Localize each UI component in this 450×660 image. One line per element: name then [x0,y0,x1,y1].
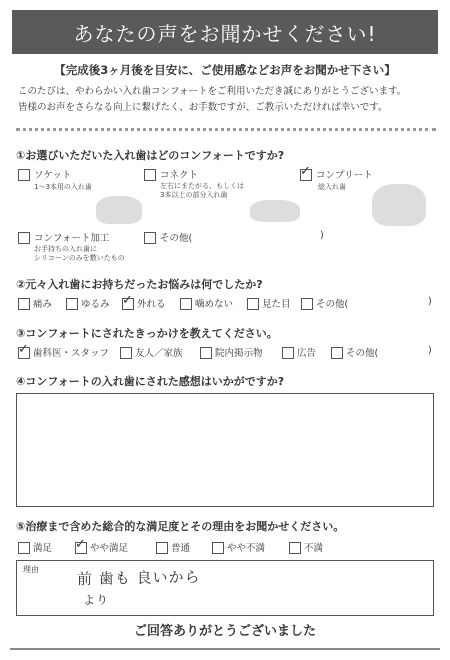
q3-other-label: その他( [346,348,379,359]
q1-title: ①お選びいただいた入れ歯はどのコンフォートですか? [16,149,285,162]
q4-title: ④コンフォートの入れ歯にされた感想はいかがですか? [16,375,285,388]
dotted-divider [16,128,436,131]
connect-denture-illustration [250,200,300,222]
intro-text [18,84,438,116]
q1-other-checkbox[interactable] [144,232,156,244]
q3-other-close: ) [428,345,432,356]
q2-pain-checkbox[interactable] [18,298,30,310]
q3-friend-family-checkbox[interactable] [120,347,132,359]
q3-other-checkbox[interactable] [331,347,343,359]
q5-satisfied-checkbox[interactable] [18,542,30,554]
q1-other-close: ) [320,230,324,241]
intro-line-1: このたびは、やわらかい入れ歯コンフォートをご利用いただき誠にありがとうございます。 [18,86,407,97]
q2-cant-chew-label: 噛めない [195,299,234,310]
q1-socket-note: 1～3本用の入れ歯 [34,183,92,191]
q2-other-label: その他( [316,299,349,310]
q2-loose-label: ゆるみ [81,299,110,310]
q3-clinic-poster-label: 院内掲示物 [215,348,263,359]
q1-connect-note-2: 3本以上の部分入れ歯 [160,191,228,199]
q1-processing-note-2: シリコーンのみを敷いたもの [34,254,125,262]
q5-somewhat-satisfied-label: やや満足 [90,543,129,554]
q3-clinic-poster-checkbox[interactable] [200,347,212,359]
q1-connect-note-1: 左右にまたがる、もしくは [160,182,244,190]
q5-reason-handwriting-2: より [82,592,110,608]
q3-title: ③コンフォートにされたきっかけを教えてください。 [16,327,278,340]
q5-dissatisfied-label: 不満 [304,543,324,554]
q5-satisfied-label: 満足 [33,543,53,554]
thank-you-message: ご回答ありがとうございました [133,624,316,639]
header-banner [12,10,438,54]
q2-appearance-checkbox[interactable] [247,298,259,310]
q5-neutral-checkbox[interactable] [156,542,168,554]
q5-neutral-label: 普通 [171,543,191,554]
q1-complete-note: 総入れ歯 [318,183,346,191]
q3-friend-family-label: 友人／家族 [135,348,183,359]
header-title: あなたの声をお聞かせください! [73,21,377,46]
q1-connect-label: コネクト [160,170,199,181]
socket-denture-illustration [96,196,142,224]
q2-falls-out-checkbox[interactable] [122,298,134,310]
q3-ad-checkbox[interactable] [282,347,294,359]
q4-answer-box[interactable] [16,393,434,507]
q5-reason-box[interactable] [16,560,434,616]
q5-somewhat-dissatisfied-checkbox[interactable] [212,542,224,554]
q5-title: ⑤治療まで含めた総合的な満足度とその理由をお聞かせください。 [16,520,345,533]
q2-cant-chew-checkbox[interactable] [180,298,192,310]
q2-other-close: ) [428,296,432,307]
q1-processing-note-1: お手持ちの入れ歯に [34,245,97,253]
subtitle: 【完成後3ヶ月後を目安に、ご使用感などお声をお聞かせ下さい】 [54,63,396,77]
q5-somewhat-satisfied-checkbox[interactable] [75,542,87,554]
q1-socket-checkbox[interactable] [18,169,30,181]
q2-loose-checkbox[interactable] [66,298,78,310]
q2-other-checkbox[interactable] [301,298,313,310]
q1-other-label: その他( [160,233,193,244]
q3-dentist-staff-label: 歯科医・スタッフ [33,348,110,359]
q5-dissatisfied-checkbox[interactable] [289,542,301,554]
q2-title: ②元々入れ歯にお持ちだったお悩みは何でしたか? [16,278,263,291]
q2-appearance-label: 見た目 [262,299,291,310]
q5-reason-handwriting-1: 前 歯も 良いから [76,567,201,589]
bottom-divider [10,648,440,650]
q1-comfort-processing-label: コンフォート加工 [34,233,110,244]
q1-complete-checkbox[interactable] [300,169,312,181]
q3-ad-label: 広告 [297,348,317,359]
intro-line-2: 皆様のお声をさらなる向上に繋げたく、お手数ですが、ご教示いただければ幸いです。 [18,102,388,113]
q2-falls-out-label: 外れる [137,299,166,310]
complete-denture-illustration [372,184,426,226]
q5-somewhat-dissatisfied-label: やや不満 [227,543,266,554]
q1-connect-checkbox[interactable] [144,169,156,181]
q1-socket-label: ソケット [34,170,72,181]
q5-reason-label: 理由 [23,565,39,574]
q3-dentist-staff-checkbox[interactable] [18,347,30,359]
q1-complete-label: コンプリート [316,170,373,181]
q1-comfort-processing-checkbox[interactable] [18,232,30,244]
q2-pain-label: 痛み [33,299,53,310]
